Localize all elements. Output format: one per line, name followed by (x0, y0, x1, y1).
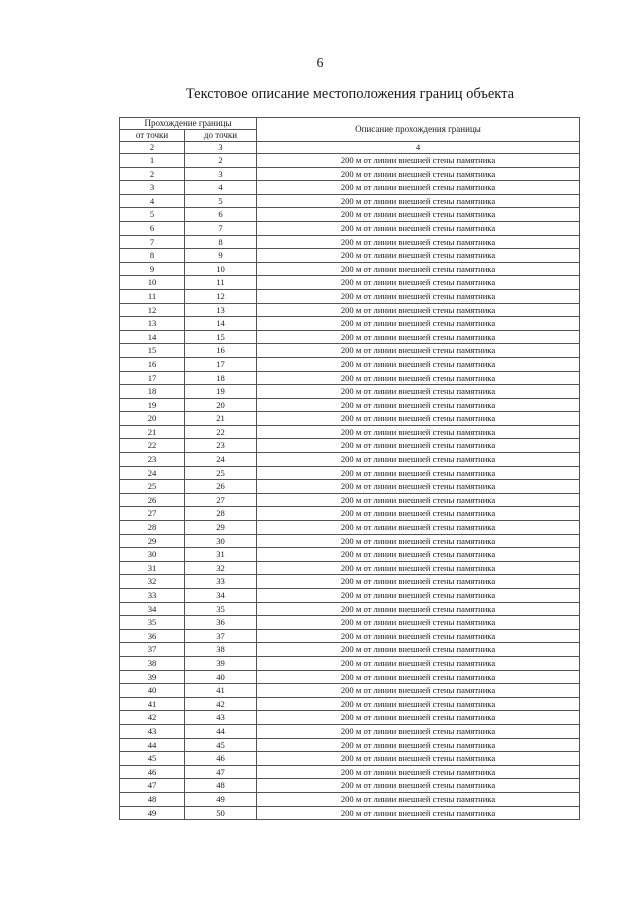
row-to-point: 38 (185, 643, 257, 657)
row-from-point: 38 (120, 656, 185, 670)
row-from-point: 5 (120, 208, 185, 222)
table-row (120, 439, 580, 453)
row-description: 200 м от линии внешней стены памятника (257, 521, 580, 535)
row-description: 200 м от линии внешней стены памятника (257, 371, 580, 385)
row-to-point: 15 (185, 330, 257, 344)
row-to-point: 46 (185, 752, 257, 766)
table-body (120, 154, 580, 820)
table-row (120, 235, 580, 249)
boundary-table (119, 117, 580, 820)
row-to-point: 35 (185, 602, 257, 616)
row-from-point: 49 (120, 806, 185, 820)
row-from-point: 29 (120, 534, 185, 548)
row-from-point: 34 (120, 602, 185, 616)
table-row (120, 357, 580, 371)
table-row (120, 561, 580, 575)
row-to-point: 49 (185, 792, 257, 806)
table-row (120, 154, 580, 168)
table-row (120, 629, 580, 643)
row-description: 200 м от линии внешней стены памятника (257, 194, 580, 208)
row-to-point: 25 (185, 466, 257, 480)
row-to-point: 23 (185, 439, 257, 453)
row-description: 200 м от линии внешней стены памятника (257, 412, 580, 426)
table-row (120, 194, 580, 208)
row-to-point: 40 (185, 670, 257, 684)
row-from-point: 30 (120, 548, 185, 562)
table-row (120, 589, 580, 603)
row-to-point: 5 (185, 194, 257, 208)
row-description: 200 м от линии внешней стены памятника (257, 616, 580, 630)
table-row (120, 276, 580, 290)
row-from-point: 6 (120, 221, 185, 235)
row-description: 200 м от линии внешней стены памятника (257, 738, 580, 752)
row-from-point: 35 (120, 616, 185, 630)
table-row (120, 453, 580, 467)
row-from-point: 28 (120, 521, 185, 535)
row-from-point: 16 (120, 357, 185, 371)
row-description: 200 м от линии внешней стены памятника (257, 507, 580, 521)
row-from-point: 45 (120, 752, 185, 766)
row-to-point: 31 (185, 548, 257, 562)
row-description: 200 м от линии внешней стены памятника (257, 629, 580, 643)
row-from-point: 46 (120, 765, 185, 779)
header-boundary-group: Прохождение границы (120, 118, 257, 130)
row-from-point: 22 (120, 439, 185, 453)
table-row (120, 208, 580, 222)
table-row (120, 330, 580, 344)
table-row (120, 616, 580, 630)
table-row (120, 575, 580, 589)
row-description: 200 м от линии внешней стены памятника (257, 548, 580, 562)
row-to-point: 4 (185, 181, 257, 195)
row-from-point: 18 (120, 385, 185, 399)
row-description: 200 м от линии внешней стены памятника (257, 779, 580, 793)
row-description: 200 м от линии внешней стены памятника (257, 330, 580, 344)
table-row (120, 643, 580, 657)
row-from-point: 14 (120, 330, 185, 344)
row-to-point: 34 (185, 589, 257, 603)
table-row (120, 697, 580, 711)
row-description: 200 м от линии внешней стены памятника (257, 357, 580, 371)
row-from-point: 44 (120, 738, 185, 752)
table-row (120, 262, 580, 276)
row-description: 200 м от линии внешней стены памятника (257, 724, 580, 738)
row-from-point: 33 (120, 589, 185, 603)
row-to-point: 17 (185, 357, 257, 371)
row-description: 200 м от линии внешней стены памятника (257, 534, 580, 548)
column-number: 3 (185, 142, 257, 154)
row-description: 200 м от линии внешней стены памятника (257, 221, 580, 235)
row-from-point: 2 (120, 167, 185, 181)
row-description: 200 м от линии внешней стены памятника (257, 344, 580, 358)
table-row (120, 317, 580, 331)
row-to-point: 27 (185, 493, 257, 507)
row-description: 200 м от линии внешней стены памятника (257, 317, 580, 331)
row-description: 200 м от линии внешней стены памятника (257, 670, 580, 684)
row-from-point: 11 (120, 289, 185, 303)
row-to-point: 36 (185, 616, 257, 630)
row-from-point: 12 (120, 303, 185, 317)
table-row (120, 602, 580, 616)
table-row (120, 249, 580, 263)
row-from-point: 27 (120, 507, 185, 521)
table-row (120, 289, 580, 303)
row-from-point: 17 (120, 371, 185, 385)
row-to-point: 20 (185, 398, 257, 412)
row-description: 200 м от линии внешней стены памятника (257, 453, 580, 467)
row-description: 200 м от линии внешней стены памятника (257, 276, 580, 290)
row-description: 200 м от линии внешней стены памятника (257, 425, 580, 439)
row-from-point: 13 (120, 317, 185, 331)
table-row (120, 425, 580, 439)
row-from-point: 15 (120, 344, 185, 358)
row-description: 200 м от линии внешней стены памятника (257, 262, 580, 276)
header-description: Описание прохождения границы (257, 118, 580, 142)
table-row (120, 656, 580, 670)
row-description: 200 м от линии внешней стены памятника (257, 643, 580, 657)
row-from-point: 10 (120, 276, 185, 290)
row-description: 200 м от линии внешней стены памятника (257, 752, 580, 766)
row-to-point: 3 (185, 167, 257, 181)
table-row (120, 792, 580, 806)
table-row (120, 221, 580, 235)
row-description: 200 м от линии внешней стены памятника (257, 466, 580, 480)
table-row (120, 534, 580, 548)
row-from-point: 37 (120, 643, 185, 657)
row-description: 200 м от линии внешней стены памятника (257, 806, 580, 820)
header-from-point: от точки (120, 130, 185, 142)
row-to-point: 12 (185, 289, 257, 303)
row-to-point: 14 (185, 317, 257, 331)
row-description: 200 м от линии внешней стены памятника (257, 439, 580, 453)
document-title: Текстовое описание местоположения границ объекта (185, 86, 515, 102)
row-to-point: 39 (185, 656, 257, 670)
table-row (120, 466, 580, 480)
row-to-point: 37 (185, 629, 257, 643)
row-to-point: 30 (185, 534, 257, 548)
table-row (120, 752, 580, 766)
row-description: 200 м от линии внешней стены памятника (257, 602, 580, 616)
row-to-point: 47 (185, 765, 257, 779)
row-from-point: 40 (120, 684, 185, 698)
table-row (120, 738, 580, 752)
table-row (120, 493, 580, 507)
row-from-point: 7 (120, 235, 185, 249)
table-row (120, 167, 580, 181)
table-row (120, 521, 580, 535)
row-description: 200 м от линии внешней стены памятника (257, 711, 580, 725)
table-row (120, 344, 580, 358)
row-from-point: 31 (120, 561, 185, 575)
table-row (120, 548, 580, 562)
row-description: 200 м от линии внешней стены памятника (257, 385, 580, 399)
row-from-point: 9 (120, 262, 185, 276)
row-to-point: 13 (185, 303, 257, 317)
row-description: 200 м от линии внешней стены памятника (257, 289, 580, 303)
table-row (120, 385, 580, 399)
row-from-point: 42 (120, 711, 185, 725)
row-from-point: 3 (120, 181, 185, 195)
table-row (120, 507, 580, 521)
row-description: 200 м от линии внешней стены памятника (257, 792, 580, 806)
row-from-point: 47 (120, 779, 185, 793)
table-row (120, 711, 580, 725)
row-to-point: 16 (185, 344, 257, 358)
row-from-point: 24 (120, 466, 185, 480)
row-from-point: 43 (120, 724, 185, 738)
row-to-point: 24 (185, 453, 257, 467)
row-to-point: 21 (185, 412, 257, 426)
table-row (120, 303, 580, 317)
row-to-point: 7 (185, 221, 257, 235)
row-from-point: 20 (120, 412, 185, 426)
row-description: 200 м от линии внешней стены памятника (257, 684, 580, 698)
row-to-point: 41 (185, 684, 257, 698)
row-to-point: 48 (185, 779, 257, 793)
row-from-point: 25 (120, 480, 185, 494)
row-from-point: 48 (120, 792, 185, 806)
row-from-point: 36 (120, 629, 185, 643)
table-row (120, 480, 580, 494)
table-row (120, 806, 580, 820)
row-to-point: 28 (185, 507, 257, 521)
row-to-point: 11 (185, 276, 257, 290)
row-to-point: 32 (185, 561, 257, 575)
table-row (120, 684, 580, 698)
table-row (120, 412, 580, 426)
row-from-point: 21 (120, 425, 185, 439)
row-description: 200 м от линии внешней стены памятника (257, 480, 580, 494)
row-to-point: 33 (185, 575, 257, 589)
row-to-point: 26 (185, 480, 257, 494)
row-description: 200 м от линии внешней стены памятника (257, 656, 580, 670)
row-to-point: 6 (185, 208, 257, 222)
row-description: 200 м от линии внешней стены памятника (257, 303, 580, 317)
page-number: 6 (316, 56, 324, 71)
row-from-point: 39 (120, 670, 185, 684)
row-description: 200 м от линии внешней стены памятника (257, 589, 580, 603)
row-from-point: 19 (120, 398, 185, 412)
row-to-point: 29 (185, 521, 257, 535)
row-to-point: 45 (185, 738, 257, 752)
row-description: 200 м от линии внешней стены памятника (257, 181, 580, 195)
row-to-point: 2 (185, 154, 257, 168)
row-description: 200 м от линии внешней стены памятника (257, 398, 580, 412)
row-to-point: 8 (185, 235, 257, 249)
row-from-point: 8 (120, 249, 185, 263)
row-from-point: 26 (120, 493, 185, 507)
row-to-point: 19 (185, 385, 257, 399)
table-row (120, 670, 580, 684)
row-to-point: 18 (185, 371, 257, 385)
row-description: 200 м от линии внешней стены памятника (257, 235, 580, 249)
row-from-point: 4 (120, 194, 185, 208)
row-description: 200 м от линии внешней стены памятника (257, 249, 580, 263)
row-description: 200 м от линии внешней стены памятника (257, 561, 580, 575)
table-row (120, 779, 580, 793)
row-from-point: 1 (120, 154, 185, 168)
row-description: 200 м от линии внешней стены памятника (257, 575, 580, 589)
row-to-point: 10 (185, 262, 257, 276)
row-description: 200 м от линии внешней стены памятника (257, 765, 580, 779)
table-row (120, 371, 580, 385)
row-to-point: 42 (185, 697, 257, 711)
row-to-point: 9 (185, 249, 257, 263)
row-to-point: 50 (185, 806, 257, 820)
column-number: 2 (120, 142, 185, 154)
row-from-point: 23 (120, 453, 185, 467)
row-description: 200 м от линии внешней стены памятника (257, 208, 580, 222)
table-row (120, 181, 580, 195)
row-description: 200 м от линии внешней стены памятника (257, 697, 580, 711)
table-row (120, 724, 580, 738)
header-to-point: до точки (185, 130, 257, 142)
row-from-point: 32 (120, 575, 185, 589)
row-description: 200 м от линии внешней стены памятника (257, 154, 580, 168)
row-description: 200 м от линии внешней стены памятника (257, 167, 580, 181)
row-to-point: 22 (185, 425, 257, 439)
table-row (120, 765, 580, 779)
row-to-point: 43 (185, 711, 257, 725)
row-description: 200 м от линии внешней стены памятника (257, 493, 580, 507)
row-from-point: 41 (120, 697, 185, 711)
row-to-point: 44 (185, 724, 257, 738)
column-number: 4 (257, 142, 580, 154)
table-row (120, 398, 580, 412)
